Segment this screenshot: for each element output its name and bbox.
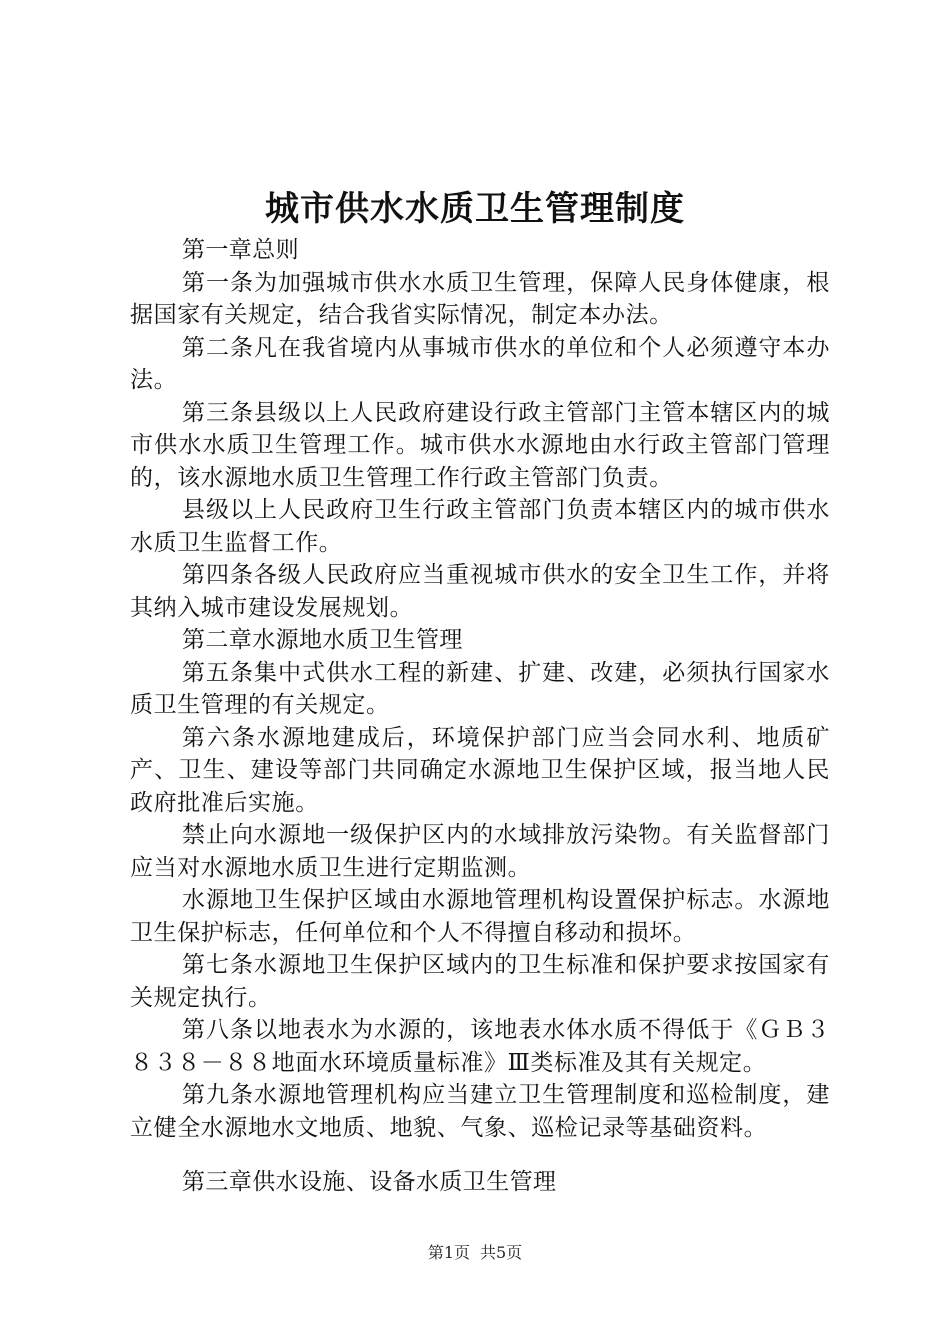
paragraph: 禁止向水源地一级保护区内的水域排放污染物。有关监督部门应当对水源地水质卫生进行定期监测。 (130, 822, 830, 881)
paragraph: 水源地卫生保护区域由水源地管理机构设置保护标志。水源地卫生保护标志，任何单位和个人不得擅自移动和损坏。 (130, 887, 830, 946)
page-footer (0, 1242, 950, 1264)
paragraph: 第四条各级人民政府应当重视城市供水的安全卫生工作，并将其纳入城市建设发展规划。 (130, 562, 830, 621)
paragraph: 第一条为加强城市供水水质卫生管理，保障人民身体健康，根据国家有关规定，结合我省实际情况，制定本办法。 (130, 269, 830, 328)
paragraph: 第三条县级以上人民政府建设行政主管部门主管本辖区内的城市供水水质卫生管理工作。城市供水水源地由水行政主管部门管理的，该水源地水质卫生管理工作行政主管部门负责。 (130, 399, 830, 491)
paragraph: 县级以上人民政府卫生行政主管部门负责本辖区内的城市供水水质卫生监督工作。 (130, 497, 830, 556)
page-number: 第1页 (427, 1243, 470, 1262)
document-title: 城市供水水质卫生管理制度 (265, 189, 685, 229)
chapter-heading: 第三章供水设施、设备水质卫生管理 (182, 1169, 557, 1195)
paragraph: 第六条水源地建成后，环境保护部门应当会同水利、地质矿产、卫生、建设等部门共同确定水源地卫生保护区域，报当地人民政府批准后实施。 (130, 724, 830, 816)
chapter-heading: 第二章水源地水质卫生管理 (182, 627, 463, 653)
paragraph: 第八条以地表水为水源的，该地表水体水质不得低于《ＧＢ３８３８－８８地面水环境质量标准》Ⅲ类标准及其有关规定。 (130, 1017, 830, 1076)
document-body (130, 234, 830, 1199)
paragraph: 第九条水源地管理机构应当建立卫生管理制度和巡检制度，建立健全水源地水文地质、地貌、气象、巡检记录等基础资料。 (130, 1082, 830, 1141)
paragraph: 第五条集中式供水工程的新建、扩建、改建，必须执行国家水质卫生管理的有关规定。 (130, 659, 830, 718)
paragraph: 第二条凡在我省境内从事城市供水的单位和个人必须遵守本办法。 (130, 334, 830, 393)
chapter-heading: 第一章总则 (182, 237, 299, 263)
page-total: 共5页 (480, 1243, 523, 1262)
paragraph: 第七条水源地卫生保护区域内的卫生标准和保护要求按国家有关规定执行。 (130, 952, 830, 1011)
